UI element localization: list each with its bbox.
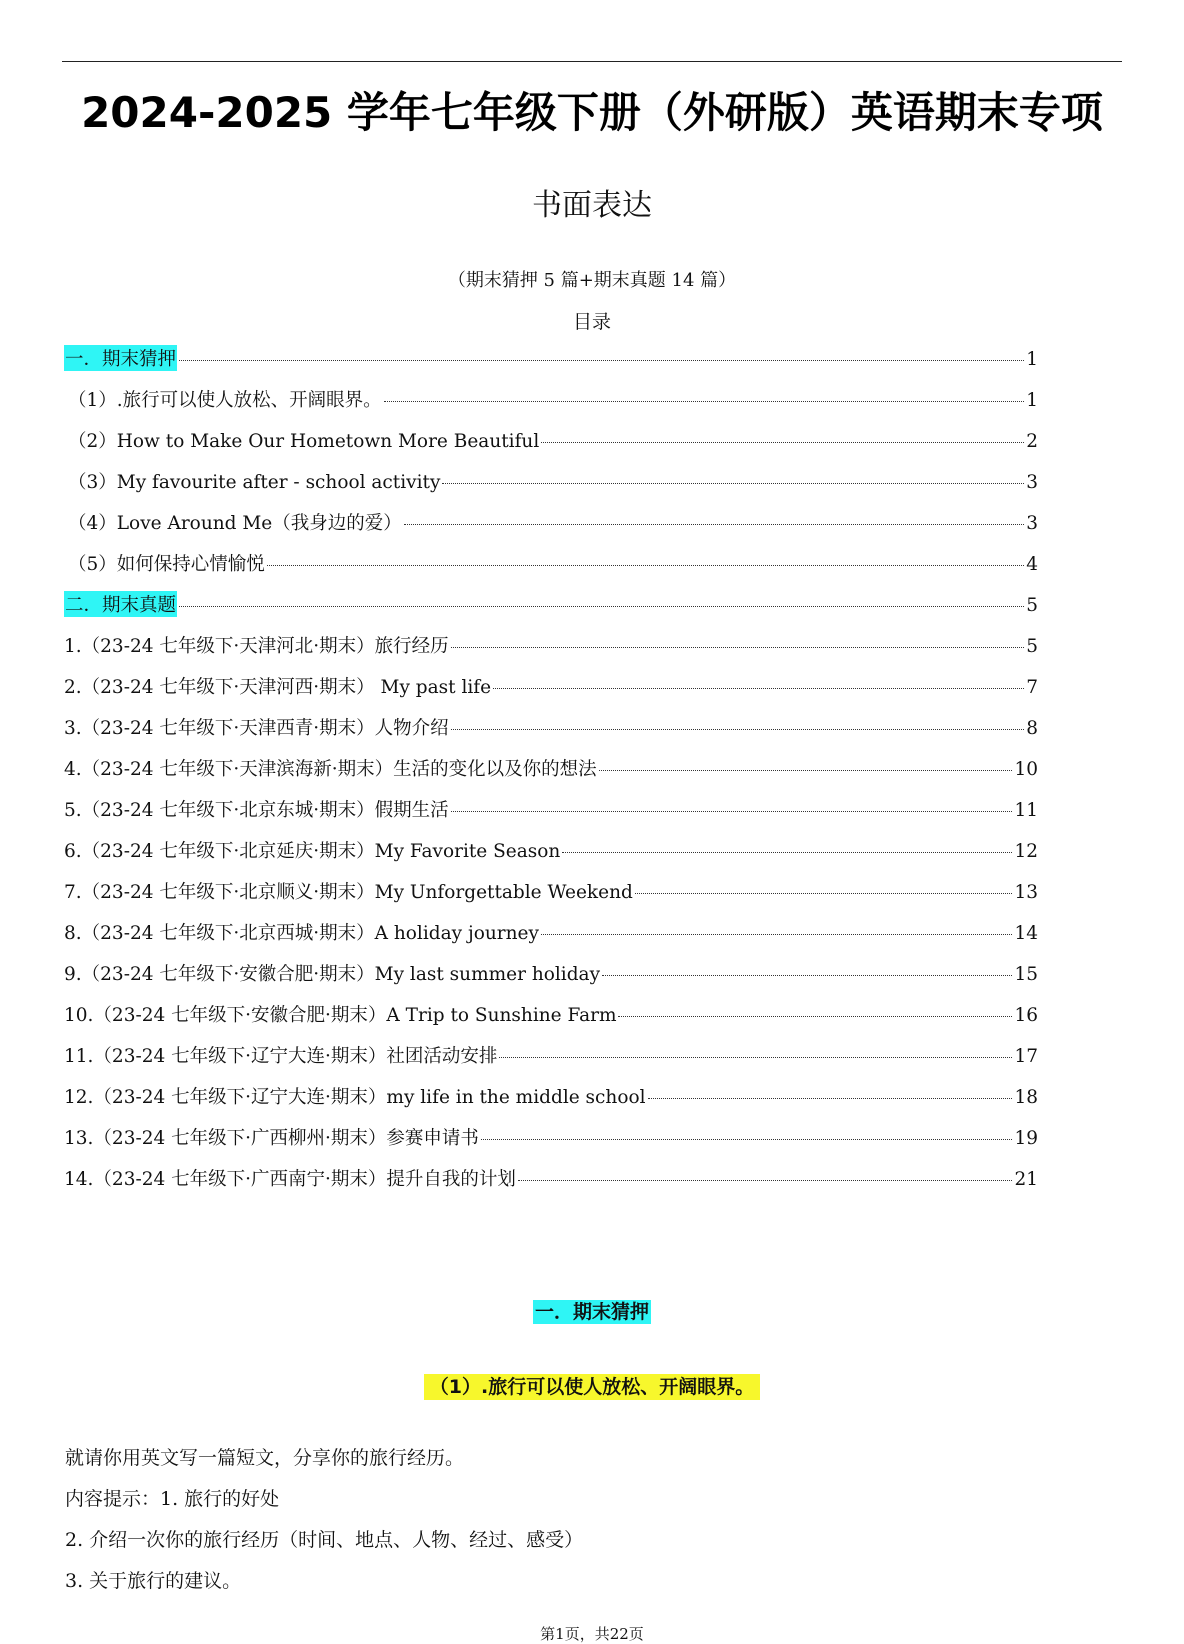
toc-entry[interactable] <box>64 960 1038 1001</box>
toc-dot-leader <box>481 1139 1013 1140</box>
toc-entry-label: （3）My favourite after - school activity <box>68 472 441 493</box>
toc-entry-label: （4）Love Around Me（我身边的爱） <box>68 513 402 534</box>
body-line: 2. 介绍一次你的旅行经历（时间、地点、人物、经过、感受） <box>65 1529 584 1551</box>
toc-entry-label: 12.（23-24 七年级下·辽宁大连·期末）my life in the middle school <box>64 1087 646 1108</box>
toc-entry[interactable] <box>64 386 1038 427</box>
toc-entry-page-number: 3 <box>1026 472 1038 493</box>
toc-entry-page-number: 3 <box>1026 513 1038 534</box>
toc-entry[interactable] <box>64 1124 1038 1165</box>
toc-entry-label: 3.（23-24 七年级下·天津西青·期末）人物介绍 <box>64 718 449 739</box>
toc-entry-label: 2.（23-24 七年级下·天津河西·期末） My past life <box>64 677 492 698</box>
toc-entry-page-number: 4 <box>1026 554 1038 575</box>
toc-entry-page-number: 8 <box>1026 718 1038 739</box>
toc-heading: 目录 <box>572 311 611 333</box>
toc-entry[interactable] <box>64 1001 1038 1042</box>
toc-dot-leader <box>384 401 1025 402</box>
toc-entry[interactable] <box>64 1165 1038 1206</box>
toc-entry-label: （2）How to Make Our Hometown More Beautiful <box>68 431 540 452</box>
toc-entry[interactable] <box>64 714 1038 755</box>
body-line: 3. 关于旅行的建议。 <box>65 1570 242 1592</box>
toc-dot-leader <box>267 565 1024 566</box>
toc-dot-leader <box>442 483 1024 484</box>
toc-dot-leader <box>493 688 1024 689</box>
section-heading <box>0 1297 1184 1324</box>
page-footer: 第1页，共22页 <box>540 1625 644 1643</box>
toc-entry[interactable] <box>64 919 1038 960</box>
question-heading <box>0 1372 1184 1399</box>
toc-entry-page-number: 10 <box>1014 759 1038 780</box>
table-of-contents <box>64 345 1038 1206</box>
toc-entry-label: 二．期末真题 <box>64 591 177 617</box>
toc-entry-page-number: 15 <box>1014 964 1038 985</box>
toc-entry-page-number: 5 <box>1026 636 1038 657</box>
toc-entry-label: 14.（23-24 七年级下·广西南宁·期末）提升自我的计划 <box>64 1169 516 1190</box>
toc-entry-page-number: 2 <box>1026 431 1038 452</box>
toc-entry-label: 1.（23-24 七年级下·天津河北·期末）旅行经历 <box>64 636 449 657</box>
toc-entry-label: （1）.旅行可以使人放松、开阔眼界。 <box>68 390 382 411</box>
toc-entry-label: 6.（23-24 七年级下·北京延庆·期末）My Favorite Season <box>64 841 561 862</box>
toc-entry[interactable] <box>64 796 1038 837</box>
toc-entry-label: 一．期末猜押 <box>64 345 177 371</box>
toc-entry[interactable] <box>64 755 1038 796</box>
toc-entry-label: 5.（23-24 七年级下·北京东城·期末）假期生活 <box>64 800 449 821</box>
toc-entry-label: 9.（23-24 七年级下·安徽合肥·期末）My last summer holiday <box>64 964 601 985</box>
document-subtitle: 书面表达 <box>532 188 652 223</box>
toc-dot-leader <box>451 647 1025 648</box>
top-rule <box>62 61 1122 62</box>
toc-entry-page-number: 1 <box>1026 349 1038 370</box>
toc-entry-page-number: 17 <box>1014 1046 1038 1067</box>
toc-entry[interactable] <box>64 1042 1038 1083</box>
toc-entry[interactable] <box>64 1083 1038 1124</box>
toc-entry[interactable] <box>64 427 1038 468</box>
toc-entry[interactable] <box>64 591 1038 632</box>
toc-dot-leader <box>599 770 1013 771</box>
toc-entry[interactable] <box>64 673 1038 714</box>
document-title: 2024-2025 学年七年级下册（外研版）英语期末专项 <box>81 88 1103 137</box>
toc-entry[interactable] <box>64 632 1038 673</box>
count-note: （期末猜押 5 篇+期末真题 14 篇） <box>447 270 737 291</box>
toc-entry[interactable] <box>64 468 1038 509</box>
toc-entry-page-number: 1 <box>1026 390 1038 411</box>
toc-entry[interactable] <box>64 345 1038 386</box>
toc-entry-label: 13.（23-24 七年级下·广西柳州·期末）参赛申请书 <box>64 1128 479 1149</box>
toc-entry-page-number: 18 <box>1014 1087 1038 1108</box>
toc-dot-leader <box>648 1098 1013 1099</box>
toc-dot-leader <box>541 934 1013 935</box>
body-line: 就请你用英文写一篇短文，分享你的旅行经历。 <box>65 1447 465 1469</box>
toc-dot-leader <box>404 524 1024 525</box>
question-heading-text: （1）.旅行可以使人放松、开阔眼界。 <box>424 1374 760 1400</box>
toc-dot-leader <box>499 1057 1012 1058</box>
toc-entry-label: 11.（23-24 七年级下·辽宁大连·期末）社团活动安排 <box>64 1046 498 1067</box>
toc-entry-page-number: 12 <box>1014 841 1038 862</box>
toc-entry-page-number: 16 <box>1014 1005 1038 1026</box>
toc-entry-label: 8.（23-24 七年级下·北京西城·期末）A holiday journey <box>64 923 539 944</box>
toc-entry[interactable] <box>64 878 1038 919</box>
toc-dot-leader <box>518 1180 1013 1181</box>
body-line: 内容提示：1. 旅行的好处 <box>65 1488 280 1510</box>
toc-entry[interactable] <box>64 837 1038 878</box>
toc-entry-page-number: 13 <box>1014 882 1038 903</box>
toc-entry-page-number: 11 <box>1014 800 1038 821</box>
toc-dot-leader <box>541 442 1024 443</box>
toc-entry-label: 10.（23-24 七年级下·安徽合肥·期末）A Trip to Sunshine Farm <box>64 1005 617 1026</box>
toc-dot-leader <box>451 811 1013 812</box>
toc-dot-leader <box>602 975 1012 976</box>
toc-dot-leader <box>635 893 1013 894</box>
toc-entry-page-number: 19 <box>1014 1128 1038 1149</box>
toc-entry-page-number: 14 <box>1014 923 1038 944</box>
toc-entry-page-number: 21 <box>1014 1169 1038 1190</box>
toc-entry[interactable] <box>64 509 1038 550</box>
toc-dot-leader <box>451 729 1025 730</box>
toc-entry-page-number: 7 <box>1026 677 1038 698</box>
toc-dot-leader <box>562 852 1012 853</box>
question-body <box>65 1443 1115 1607</box>
toc-dot-leader <box>618 1016 1012 1017</box>
toc-dot-leader <box>179 606 1024 607</box>
toc-dot-leader <box>179 360 1024 361</box>
section-heading-text: 一．期末猜押 <box>534 1301 649 1323</box>
toc-entry-label: （5）如何保持心情愉悦 <box>68 554 265 575</box>
toc-entry[interactable] <box>64 550 1038 591</box>
toc-entry-page-number: 5 <box>1026 595 1038 616</box>
toc-entry-label: 4.（23-24 七年级下·天津滨海新·期末）生活的变化以及你的想法 <box>64 759 597 780</box>
toc-entry-label: 7.（23-24 七年级下·北京顺义·期末）My Unforgettable Weekend <box>64 882 633 903</box>
